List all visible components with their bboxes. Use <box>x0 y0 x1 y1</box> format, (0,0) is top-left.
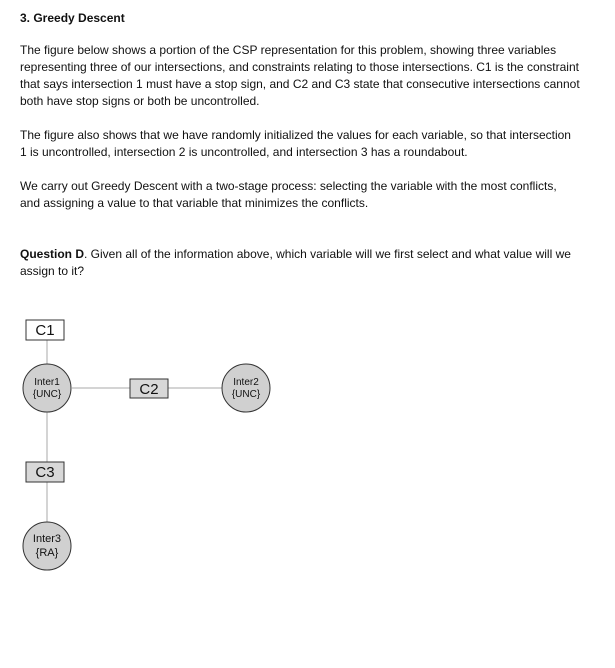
section-heading: 3. Greedy Descent <box>20 11 125 25</box>
variable-inter1-value: {UNC} <box>32 389 62 400</box>
constraint-c3 <box>26 462 64 482</box>
variable-inter2 <box>222 364 270 412</box>
constraint-c3-label: C3 <box>35 464 55 481</box>
question-label: Question D <box>20 247 85 261</box>
constraint-c1 <box>26 320 64 340</box>
variable-inter2-name: Inter2 <box>233 377 259 388</box>
constraint-c2-label: C2 <box>139 381 159 398</box>
variable-inter3 <box>23 522 71 570</box>
variable-inter3-name: Inter3 <box>32 533 62 545</box>
paragraph-initialization: The figure also shows that we have randomly initialized the values for each variable, so that intersection 1 is uncontrolled, intersection 2 is uncontrolled, and intersection 3 has a roundabout. <box>20 128 571 159</box>
question-text: . Given all of the information above, which variable will we first select and what value will we assign to it? <box>20 247 571 278</box>
variable-inter1-name: Inter1 <box>34 377 60 388</box>
variable-inter3-value: {RA} <box>35 547 59 559</box>
constraint-c2 <box>130 379 168 398</box>
paragraph-csp-description: The figure below shows a portion of the CSP representation for this problem, showing three variables representing three of our intersections, and constraints relating to those intersections. C1 is the constraint that says intersection 1 must have a stop sign, and C2 and C3 state that consecutive intersections cannot both have stop signs or both be uncontrolled. <box>20 43 580 108</box>
variable-inter2-value: {UNC} <box>231 389 261 400</box>
variable-inter1 <box>23 364 71 412</box>
constraint-c1-label: C1 <box>35 322 55 339</box>
paragraph-greedy-descent: We carry out Greedy Descent with a two-stage process: selecting the variable with the most conflicts, and assigning a value to that variable that minimizes the conflicts. <box>20 179 557 210</box>
